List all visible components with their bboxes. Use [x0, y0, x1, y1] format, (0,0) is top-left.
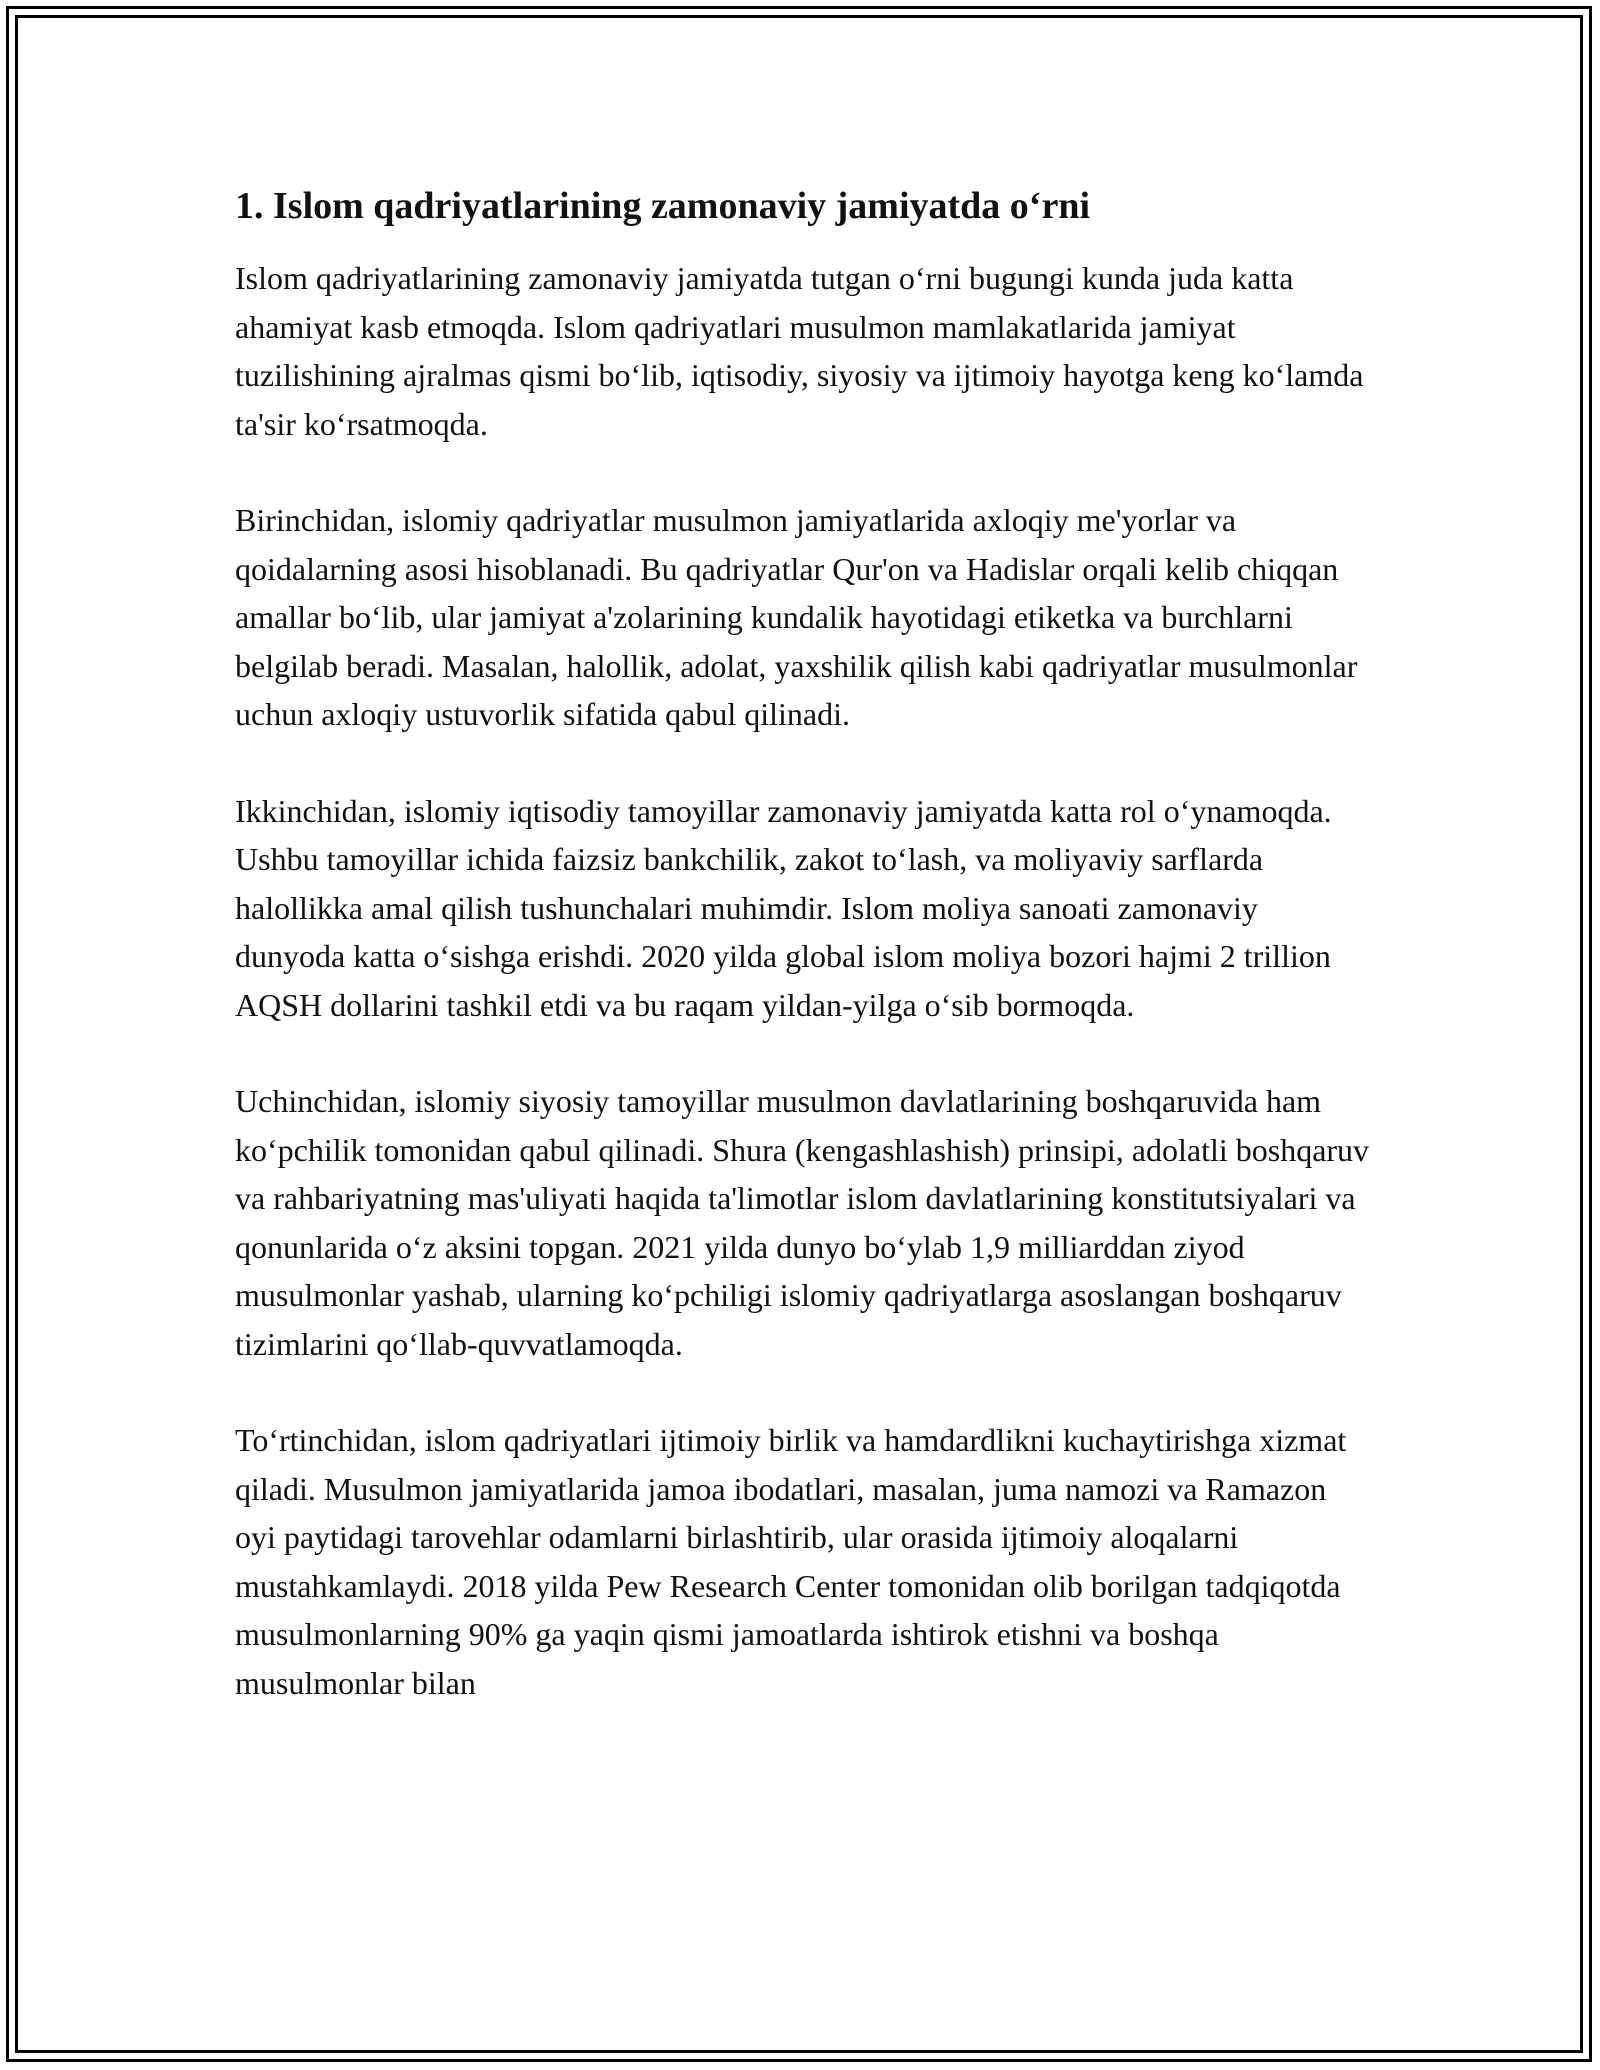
paragraph-first: Birinchidan, islomiy qadriyatlar musulmon jamiyatlarida axloqiy me'yorlar va qoidalarning asosi hisoblanadi. Bu qadriyatlar Qur'on va Hadislar orqali kelib chiqqan amallar bo‘lib, ular jamiyat a'zolarining kundalik hayotidagi etiketka va burchlarni belgilab beradi. Masalan, halollik, adolat, yaxshilik qilish kabi qadriyatlar musulmonlar uchun axloqiy ustuvorlik sifatida qabul qilinadi.	[235, 502, 1358, 732]
paragraph-fourth: To‘rtinchidan, islom qadriyatlari ijtimoiy birlik va hamdardlikni kuchaytirishga xizmat qiladi. Musulmon jamiyatlarida jamoa ibodatlari, masalan, juma namozi va Ramazon oyi paytidagi tarovehlar odamlarni birlashtirib, ular orasida ijtimoiy aloqalarni mustahkamlaydi. 2018 yilda Pew Research Center tomonidan olib borilgan tadqiqotda musulmonlarning 90% ga yaqin qismi jamoatlarda ishtirok etishni va boshqa musulmonlar bilan	[235, 1422, 1347, 1701]
document-body	[235, 180, 1375, 1755]
paragraph-third: Uchinchidan, islomiy siyosiy tamoyillar musulmon davlatlarining boshqaruvida ham ko‘pchilik tomonidan qabul qilinadi. Shura (kengashlashish) prinsipi, adolatli boshqaruv va rahbariyatning mas'uliyati haqida ta'limotlar islom davlatlarining konstitutsiyalari va qonunlarida o‘z aksini topgan. 2021 yilda dunyo bo‘ylab 1,9 milliarddan ziyod musulmonlar yashab, ularning ko‘pchiligi islomiy qadriyatlarga asoslangan boshqaruv tizimlarini qo‘llab-quvvatlamoqda.	[235, 1083, 1370, 1362]
section-heading: 1. Islom qadriyatlarining zamonaviy jamiyatda o‘rni	[235, 185, 1091, 227]
paragraph-intro: Islom qadriyatlarining zamonaviy jamiyatda tutgan o‘rni bugungi kunda juda katta ahamiyat kasb etmoqda. Islom qadriyatlari musulmon mamlakatlarida jamiyat tuzilishining ajralmas qismi bo‘lib, iqtisodiy, siyosiy va ijtimoiy hayotga keng ko‘lamda ta'sir ko‘rsatmoqda.	[235, 260, 1364, 442]
paragraph-second: Ikkinchidan, islomiy iqtisodiy tamoyillar zamonaviy jamiyatda katta rol o‘ynamoqda. Ushbu tamoyillar ichida faizsiz bankchilik, zakot to‘lash, va moliyaviy sarflarda halollikka amal qilish tushunchalari muhimdir. Islom moliya sanoati zamonaviy dunyoda katta o‘sishga erishdi. 2020 yilda global islom moliya bozori hajmi 2 trillion AQSH dollarini tashkil etdi va bu raqam yildan-yilga o‘sib bormoqda.	[235, 792, 1332, 1023]
